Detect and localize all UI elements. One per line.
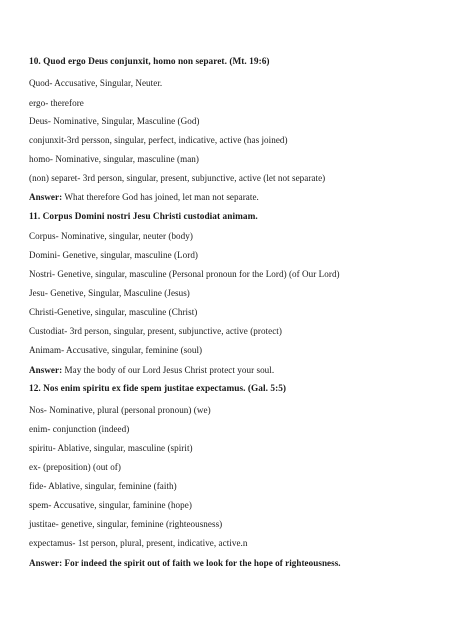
section-10-line-homo: homo- Nominative, singular, masculine (man) bbox=[29, 154, 199, 164]
section-11-line-custodiat: Custodiat- 3rd person, singular, present, subjunctive, active (protect) bbox=[29, 326, 282, 336]
section-10-answer bbox=[29, 191, 259, 203]
section-12-line-expectamus: expectamus- 1st person, plural, present, indicative, active.n bbox=[29, 538, 248, 548]
section-10-line-deus: Deus- Nominative, Singular, Masculine (God) bbox=[29, 116, 200, 126]
section-10-line-conjunxit: conjunxit-3rd persson, singular, perfect, indicative, active (has joined) bbox=[29, 135, 288, 145]
section-11-answer-label: Answer: bbox=[29, 365, 63, 375]
section-12-line-nos: Nos- Nominative, plural (personal pronoun) (we) bbox=[29, 405, 211, 415]
section-12-line-fide: fide- Ablative, singular, feminine (faith) bbox=[29, 481, 177, 491]
section-10-line-ergo: ergo- therefore bbox=[29, 98, 84, 108]
section-12-line-justitae: justitae- genetive, singular, feminine (righteousness) bbox=[29, 519, 223, 529]
section-10-line-separet: (non) separet- 3rd person, singular, present, subjunctive, active (let not separate) bbox=[29, 173, 326, 183]
section-12-line-enim: enim- conjunction (indeed) bbox=[29, 424, 130, 434]
section-11-line-domini: Domini- Genetive, singular, masculine (Lord) bbox=[29, 250, 199, 260]
section-10-line-quod: Quod- Accusative, Singular, Neuter. bbox=[29, 78, 163, 88]
section-12-heading: 12. Nos enim spiritu ex fide spem justitae expectamus. (Gal. 5:5) bbox=[29, 384, 287, 394]
section-10-answer-label: Answer: bbox=[29, 192, 63, 202]
section-11-line-christi: Christi-Genetive, singular, masculine (Christ) bbox=[29, 307, 198, 317]
section-12-answer-label: Answer: bbox=[29, 558, 63, 568]
section-12-line-spem: spem- Accusative, singular, faminine (hope) bbox=[29, 500, 192, 510]
section-12-line-ex: ex- (preposition) (out of) bbox=[29, 462, 121, 472]
section-10-answer-text: What therefore God has joined, let man not separate. bbox=[62, 192, 259, 202]
section-11-line-animam: Animam- Accusative, singular, feminine (soul) bbox=[29, 345, 203, 355]
section-11-answer bbox=[29, 364, 274, 376]
section-10-heading: 10. Quod ergo Deus conjunxit, homo non separet. (Mt. 19:6) bbox=[29, 57, 270, 67]
section-12-answer-text: For indeed the spirit out of faith we look for the hope of righteousness. bbox=[62, 558, 341, 568]
section-11-line-nostri: Nostri- Genetive, singular, masculine (Personal pronoun for the Lord) (of Our Lord) bbox=[29, 269, 340, 279]
section-12-answer bbox=[29, 557, 341, 569]
section-11-line-corpus: Corpus- Nominative, singular, neuter (body) bbox=[29, 231, 193, 241]
section-11-heading: 11. Corpus Domini nostri Jesu Christi custodiat animam. bbox=[29, 212, 258, 222]
section-11-answer-text: May the body of our Lord Jesus Christ protect your soul. bbox=[62, 365, 275, 375]
section-11-line-jesu: Jesu- Genetive, Singular, Masculine (Jesus) bbox=[29, 288, 190, 298]
section-12-line-spiritu: spiritu- Ablative, singular, masculine (spirit) bbox=[29, 443, 193, 453]
